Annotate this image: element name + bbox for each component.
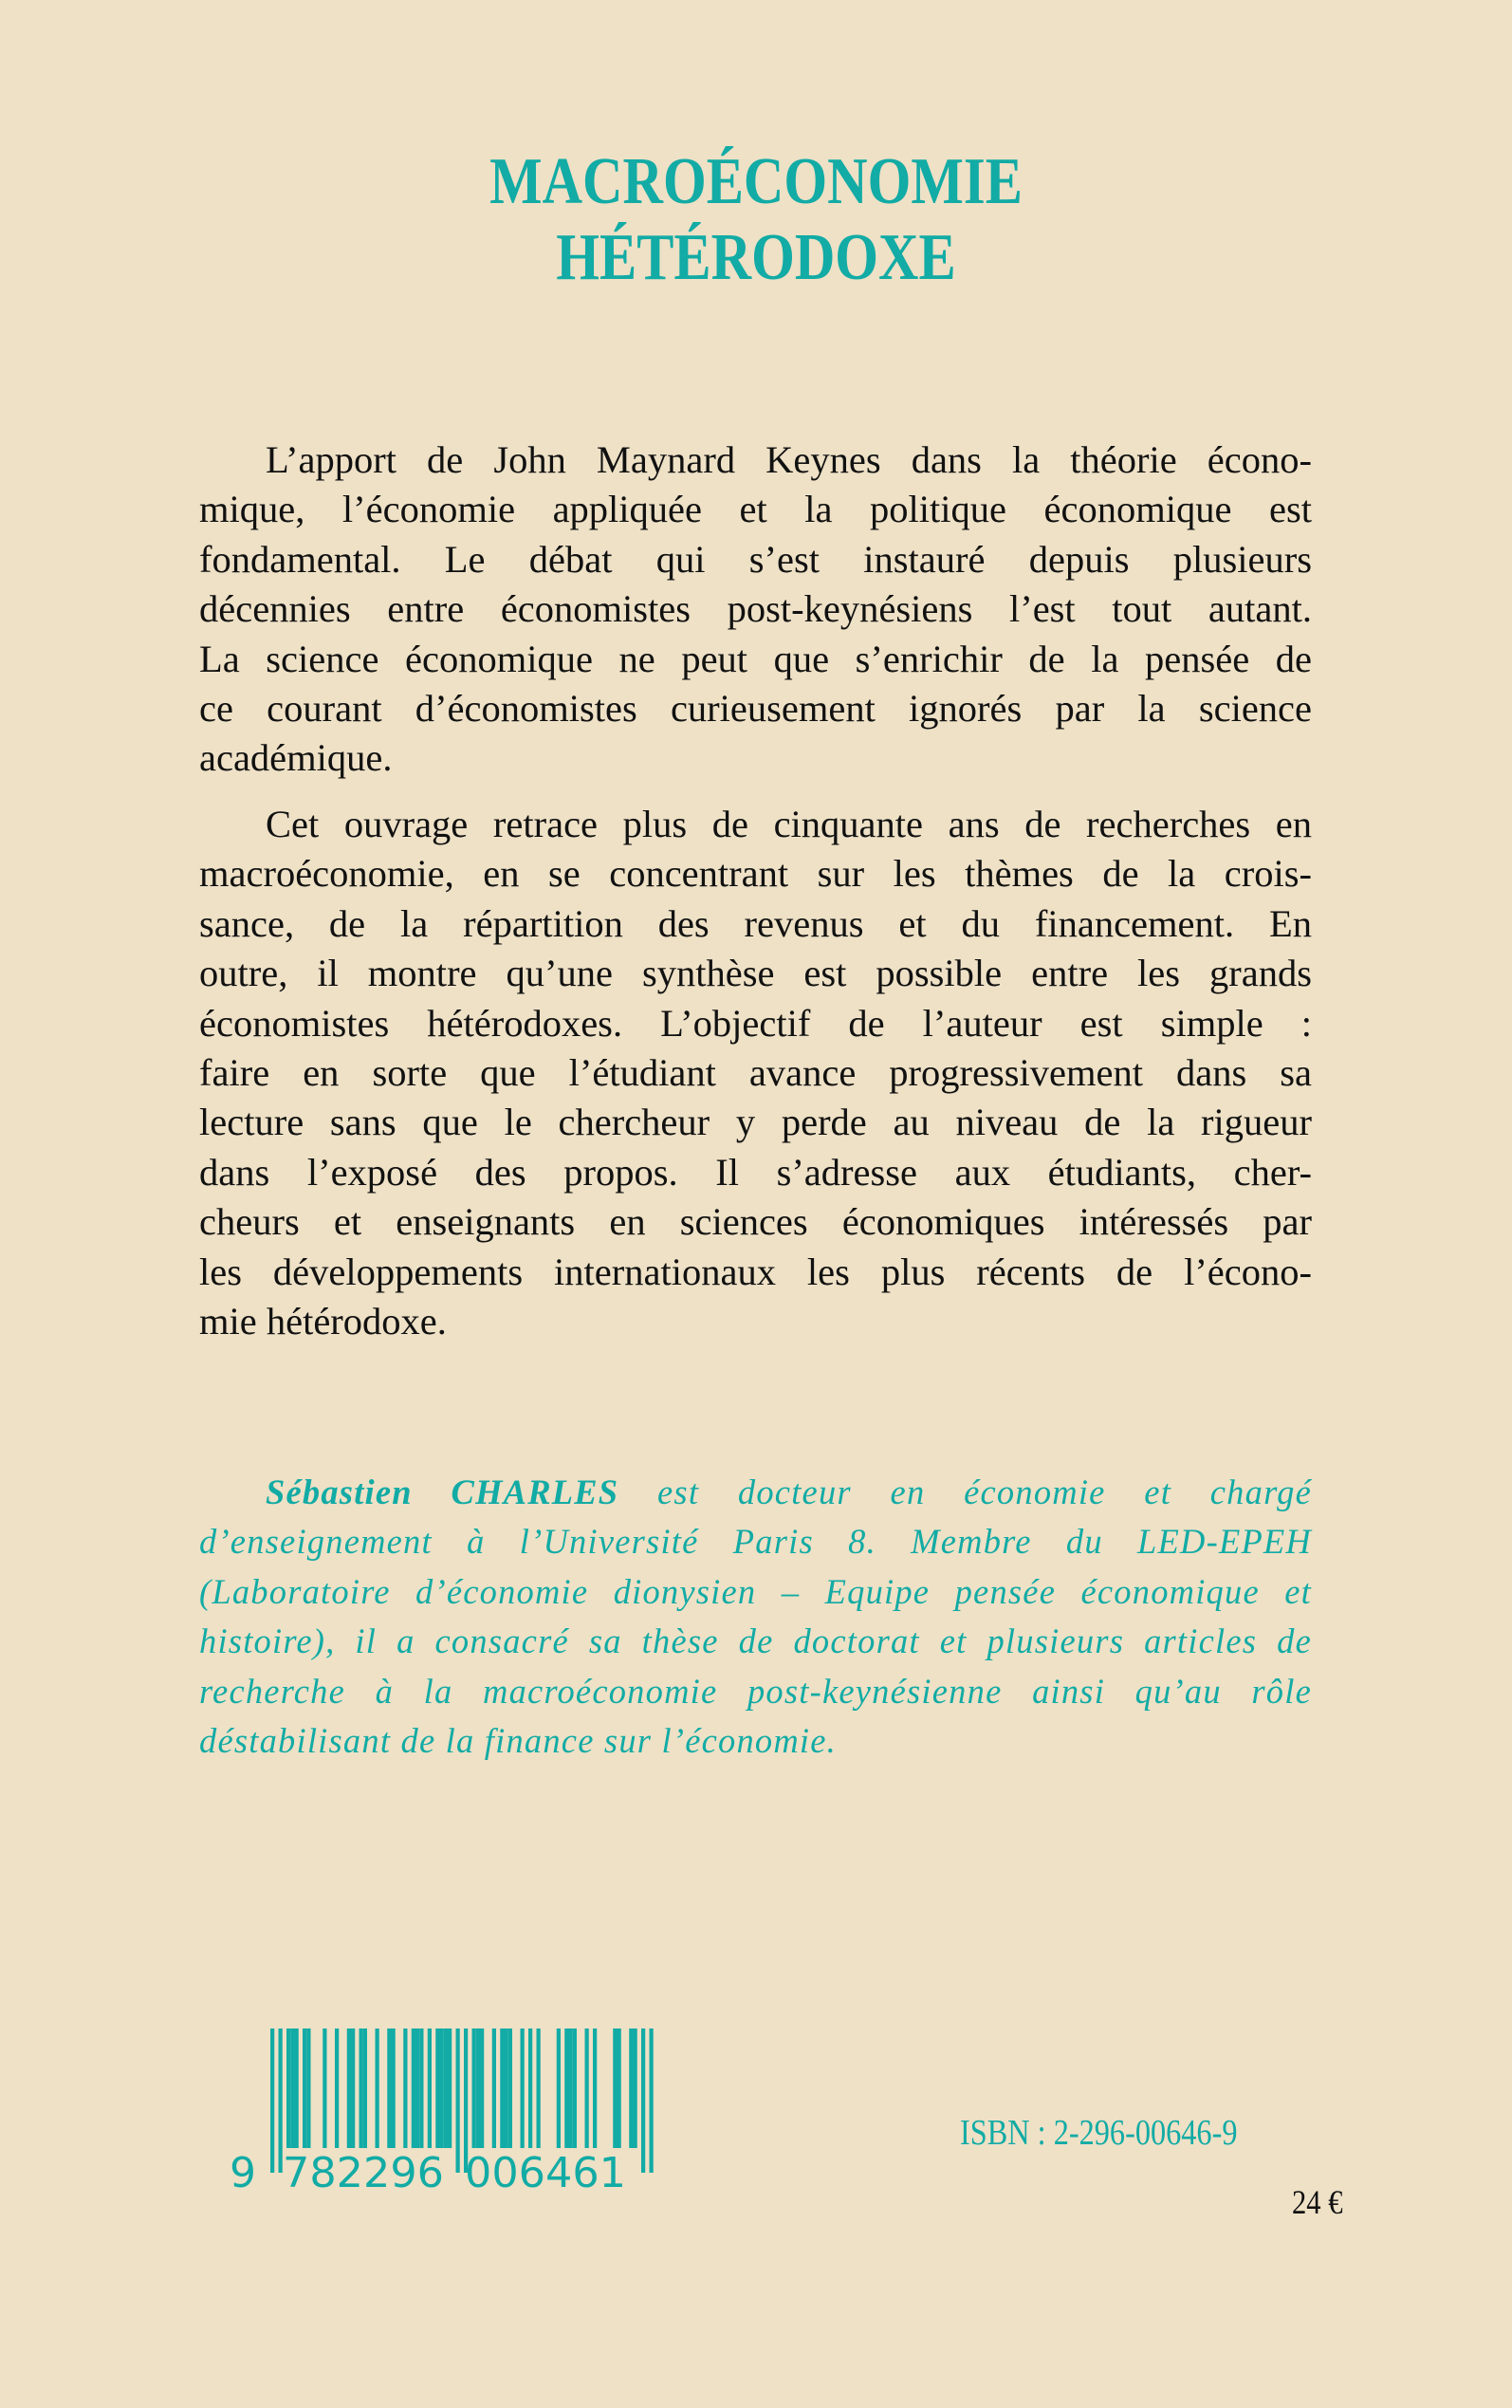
barcode-bar: [456, 2028, 460, 2173]
barcode-bar: [480, 2028, 484, 2148]
barcode-bar: [295, 2028, 299, 2148]
barcode-bar: [508, 2028, 512, 2148]
text-line: les développements internationaux les plus récents de l’écono-: [199, 1250, 1312, 1293]
barcode-bar: [419, 2028, 423, 2148]
barcode-bar: [537, 2028, 541, 2148]
barcode-bar: [472, 2028, 476, 2148]
price: 24 €: [1292, 2183, 1343, 2221]
book-title-line2: HÉTÉRODOXE: [556, 221, 956, 294]
barcode-bar: [306, 2028, 310, 2148]
description-paragraph-1: [199, 435, 1312, 784]
barcode-bar: [573, 2028, 577, 2148]
text-line: fondamental. Le débat qui s’est instauré depuis plusieurs: [199, 537, 1312, 581]
barcode-bar: [585, 2028, 589, 2148]
barcode-bar: [387, 2028, 391, 2148]
barcode-bar: [634, 2028, 637, 2148]
text-line: cheurs et enseignants en sciences économiques intéressés par: [199, 1200, 1312, 1244]
text-line: lecture sans que le chercheur y perde au niveau de la rigueur: [199, 1101, 1312, 1144]
text-line: faire en sorte que l’étudiant avance progressivement dans sa: [199, 1050, 1312, 1094]
barcode-bar: [448, 2028, 452, 2148]
barcode-bar: [521, 2028, 525, 2148]
text-line: La science économique ne peut que s’enrichir de la pensée de: [199, 637, 1312, 680]
author-name: Sébastien CHARLES: [266, 1473, 619, 1511]
barcode-bar: [500, 2028, 504, 2148]
barcode-bar: [303, 2028, 306, 2148]
barcode-bar: [629, 2028, 633, 2148]
text-line: académique.: [199, 736, 393, 780]
text-line: [199, 1468, 1312, 1517]
barcode-bar: [444, 2028, 448, 2148]
barcode-bar: [290, 2028, 294, 2148]
barcode-bar: [376, 2028, 379, 2148]
text-line: recherche à la macroéconomie post-keynésienne ainsi qu’au rôle: [199, 1671, 1312, 1711]
barcode-bar: [476, 2028, 480, 2148]
barcode: [228, 2021, 664, 2201]
barcode-bar: [412, 2028, 415, 2148]
text-line: Cet ouvrage retrace plus de cinquante ans de recherches en: [266, 803, 1312, 845]
barcode-bar: [270, 2028, 274, 2173]
description-paragraph-2: [199, 800, 1312, 1346]
barcode-bar: [613, 2028, 617, 2148]
text-line: macroéconomie, en se concentrant sur les thèmes de la crois-: [199, 852, 1312, 896]
barcode-left-digits: 782296: [283, 2149, 444, 2197]
text-line: mie hétérodoxe.: [199, 1299, 447, 1343]
barcode-first-digit: 9: [230, 2149, 256, 2197]
text-line: ce courant d’économistes curieusement ignorés par la science: [199, 686, 1312, 730]
barcode-bar: [435, 2028, 439, 2148]
text-line: d’enseignement à l’Université Paris 8. Membre du LED-EPEH: [199, 1522, 1312, 1562]
text-line: L’apport de John Maynard Keynes dans la théorie écono-: [266, 438, 1312, 481]
barcode-bar: [528, 2028, 532, 2148]
barcode-bar: [557, 2028, 561, 2148]
barcode-bar: [335, 2028, 339, 2148]
barcode-bar: [415, 2028, 419, 2148]
barcode-bar: [323, 2028, 326, 2148]
barcode-bar: [618, 2028, 621, 2148]
barcode-bar: [564, 2028, 568, 2148]
barcode-right-digits: 006461: [465, 2149, 626, 2197]
text-line: histoire), il a consacré sa thèse de doctorat et plusieurs articles de: [199, 1621, 1312, 1661]
barcode-bar: [569, 2028, 573, 2148]
barcode-bar: [360, 2028, 363, 2148]
book-title-line1: MACROÉCONOMIE: [489, 145, 1023, 218]
barcode-bar: [286, 2028, 290, 2148]
barcode-bar: [492, 2028, 496, 2148]
barcode-bar: [650, 2028, 654, 2173]
barcode-bar: [440, 2028, 444, 2148]
barcode-bar: [403, 2028, 407, 2148]
isbn: ISBN : 2-296-00646-9: [960, 2113, 1238, 2153]
text-line: sance, de la répartition des revenus et du financement. En: [199, 901, 1312, 945]
text-line: outre, il montre qu’une synthèse est possible entre les grands: [199, 952, 1312, 995]
barcode-bar: [347, 2028, 351, 2148]
text-line: économistes hétérodoxes. L’objectif de l’auteur est simple :: [199, 1001, 1312, 1045]
barcode-bar: [505, 2028, 508, 2148]
text-line: déstabilisant de la finance sur l’économie.: [199, 1720, 837, 1760]
barcode-bar: [351, 2028, 355, 2148]
barcode-bar: [392, 2028, 396, 2148]
text-line: décennies entre économistes post-keynésiens l’est tout autant.: [199, 587, 1312, 631]
text-line: dans l’exposé des propos. Il s’adresse aux étudiants, cher-: [199, 1150, 1312, 1194]
text-line: mique, l’économie appliquée et la politique économique est: [199, 488, 1312, 531]
barcode-bar: [363, 2028, 367, 2148]
barcode-bar: [593, 2028, 597, 2148]
author-bio: [199, 1468, 1312, 1766]
barcode-bar: [641, 2028, 645, 2173]
barcode-bar: [428, 2028, 432, 2148]
bio-text: est docteur en économie et chargé: [618, 1473, 1312, 1511]
text-line: (Laboratoire d’économie dionysien – Equipe pensée économique et: [199, 1571, 1312, 1611]
